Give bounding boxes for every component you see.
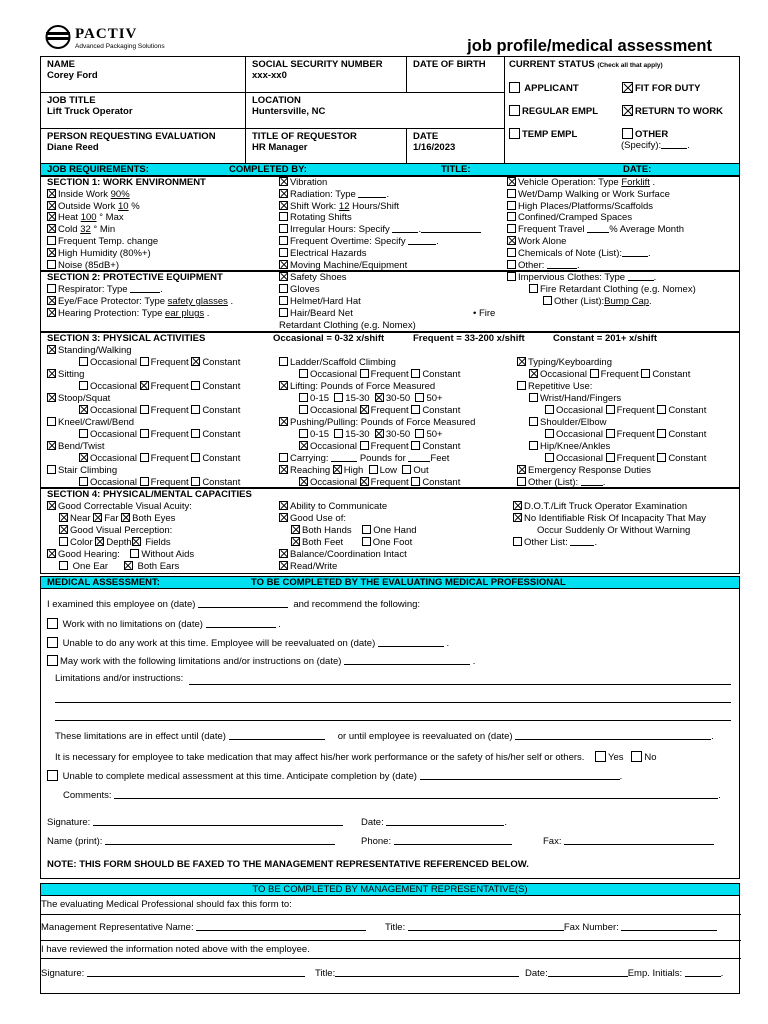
reevaluate-date-field[interactable] <box>378 638 444 647</box>
medication-no-checkbox[interactable] <box>631 751 642 762</box>
section-1-heading: SECTION 1: WORK ENVIRONMENT <box>47 177 206 188</box>
visual-perception-checkbox[interactable] <box>59 525 68 534</box>
sitting-frequent-checkbox[interactable] <box>140 381 149 390</box>
management-band: TO BE COMPLETED BY MANAGEMENT REPRESENTATIVE(S) <box>40 883 740 896</box>
current-status-cell: CURRENT STATUS (Check all that apply) APPLICANT FIT FOR DUTY REGULAR EMPL RETURN TO WORK TEMP EMPL OTHER (Specify): . <box>505 57 740 165</box>
medical-assessment-band: MEDICAL ASSESSMENT: TO BE COMPLETED BY THE EVALUATING MEDICAL PROFESSIONAL <box>40 576 740 589</box>
ssn-cell[interactable]: SOCIAL SECURITY NUMBER xxx-xx0 <box>246 57 407 93</box>
sitting-checkbox[interactable] <box>47 369 56 378</box>
standing-constant-checkbox[interactable] <box>191 357 200 366</box>
good-use-checkbox[interactable] <box>279 513 288 522</box>
frequent-overtime-checkbox[interactable] <box>279 236 288 245</box>
color-checkbox[interactable] <box>59 537 68 546</box>
wrist-hand-checkbox[interactable] <box>529 393 538 402</box>
other-capacity-checkbox[interactable] <box>513 537 522 546</box>
humidity-checkbox[interactable] <box>47 248 56 257</box>
comments-field[interactable] <box>114 790 718 799</box>
respirator-checkbox[interactable] <box>47 284 56 293</box>
form-header <box>40 24 740 58</box>
stair-occasional-checkbox[interactable] <box>79 477 88 486</box>
far-checkbox[interactable] <box>93 513 102 522</box>
hip-constant-checkbox[interactable] <box>657 453 666 462</box>
stoop-frequent-checkbox[interactable] <box>140 405 149 414</box>
logo-tagline: Advanced Packaging Solutions <box>75 43 165 50</box>
hip-knee-checkbox[interactable] <box>529 441 538 450</box>
dob-cell[interactable]: DATE OF BIRTH <box>407 57 505 93</box>
stoop-squat-checkbox[interactable] <box>47 393 56 402</box>
rotating-shifts-checkbox[interactable] <box>279 212 288 221</box>
radiation-checkbox[interactable] <box>279 189 288 198</box>
section-1-work-environment: SECTION 1: WORK ENVIRONMENT Inside Work 90% Outside Work 10 % Heat 100 ° Max Cold 32 ° Min Frequent Temp. change High Humidity (80%+) Noise (85dB+) Vibration Radiation: Type . Shift Work: 12 Hours/Shift Rotating Shifts Irregular Hours: Specify . Frequent Overtime: Specify . Electrical Hazards Moving Machine/Equipment Vehicle Operation: Type Forklift . Wet/Damp Walking or Work Surface High Places/Platforms/Scaffolds Confined/Cramped Spaces Frequent Travel % Average Month Work Alone Chemicals of Note (List): . Other: . <box>40 176 740 271</box>
job-title-value: Lift Truck Operator <box>47 106 133 117</box>
medical-fax-field[interactable] <box>564 836 714 845</box>
mgmt-divider-2 <box>41 940 741 941</box>
unable-complete-checkbox[interactable] <box>47 770 58 781</box>
near-checkbox[interactable] <box>59 513 68 522</box>
no-limit-date-field[interactable] <box>206 619 276 628</box>
pactiv-logo-icon <box>45 24 71 50</box>
dot-exam-checkbox[interactable] <box>513 501 522 510</box>
impervious-clothes-checkbox[interactable] <box>507 272 516 281</box>
applicant-checkbox[interactable] <box>509 82 520 93</box>
shoulder-elbow-checkbox[interactable] <box>529 417 538 426</box>
other-equipment-checkbox[interactable] <box>543 296 552 305</box>
both-eyes-checkbox[interactable] <box>121 513 130 522</box>
temp-empl-checkbox[interactable] <box>509 128 520 139</box>
section-3-heading: SECTION 3: PHYSICAL ACTIVITIES <box>47 333 206 344</box>
hearing-protection-checkbox[interactable] <box>47 308 56 317</box>
frequent-travel-checkbox[interactable] <box>507 224 516 233</box>
heat-checkbox[interactable] <box>47 212 56 221</box>
reaching-frequent-checkbox[interactable] <box>360 477 369 486</box>
location-value: Huntersville, NC <box>252 106 326 117</box>
read-write-checkbox[interactable] <box>279 561 288 570</box>
reaching-out-checkbox[interactable] <box>402 465 411 474</box>
pushing-occasional-checkbox[interactable] <box>299 441 308 450</box>
communicate-checkbox[interactable] <box>279 501 288 510</box>
pushing-15-30-checkbox[interactable] <box>334 429 343 438</box>
in-effect-date-field[interactable] <box>229 731 325 740</box>
both-ears-checkbox[interactable] <box>124 561 133 570</box>
mgmt-divider-3 <box>41 958 741 959</box>
completion-date-field[interactable] <box>420 771 620 780</box>
requester-title-value: HR Manager <box>252 142 308 153</box>
kneel-crawl-checkbox[interactable] <box>47 417 56 426</box>
typing-checkbox[interactable] <box>517 357 526 366</box>
helmet-checkbox[interactable] <box>279 296 288 305</box>
no-limitations-checkbox[interactable] <box>47 618 58 629</box>
both-feet-checkbox[interactable] <box>291 537 300 546</box>
stair-climbing-checkbox[interactable] <box>47 465 56 474</box>
moving-machine-checkbox[interactable] <box>279 260 288 269</box>
no-risk-checkbox[interactable] <box>513 513 522 522</box>
balance-checkbox[interactable] <box>279 549 288 558</box>
vibration-checkbox[interactable] <box>279 177 288 186</box>
bend-twist-checkbox[interactable] <box>47 441 56 450</box>
repetitive-use-checkbox[interactable] <box>517 381 526 390</box>
fire-retardant-bullet: • Fire <box>473 308 496 319</box>
lifting-occasional-checkbox[interactable] <box>299 405 308 414</box>
shoulder-frequent-checkbox[interactable] <box>606 429 615 438</box>
lifting-0-15-checkbox[interactable] <box>299 393 308 402</box>
irregular-hours-checkbox[interactable] <box>279 224 288 233</box>
lifting-frequent-checkbox[interactable] <box>360 405 369 414</box>
or-until-date-field[interactable] <box>515 731 711 740</box>
section-4-capacities: SECTION 4: PHYSICAL/MENTAL CAPACITIES Good Correctable Visual Acuity: Near Far Both Eyes Good Visual Perception: Color Depth Fields Good Hearing: Without Aids One Ear Both Ears Ability to Communicate Good Use of: Both Hands One Hand Both Feet One Foot Balance/Coordination Intact Read/Write D.O.T./Lift Truck Operator Examination No Identifiable Risk Of Incapacity That May Occur Suddenly Or Without Warning Other List: . <box>40 488 740 574</box>
electrical-hazards-checkbox[interactable] <box>279 248 288 257</box>
hair-net-checkbox[interactable] <box>279 308 288 317</box>
mgmt-date-field[interactable] <box>548 968 628 977</box>
depth-checkbox[interactable] <box>95 537 104 546</box>
document-title: job profile/medical assessment <box>467 37 712 55</box>
may-work-date-field[interactable] <box>344 656 470 665</box>
medication-yes-checkbox[interactable] <box>595 751 606 762</box>
limitations-line-1[interactable] <box>189 684 731 685</box>
typing-occasional-checkbox[interactable] <box>529 369 538 378</box>
pushing-frequent-checkbox[interactable] <box>360 441 369 450</box>
one-foot-checkbox[interactable] <box>362 537 371 546</box>
bend-occasional-checkbox[interactable] <box>79 453 88 462</box>
section-4-heading: SECTION 4: PHYSICAL/MENTAL CAPACITIES <box>47 489 252 500</box>
rep-title-field[interactable] <box>408 922 564 931</box>
both-hands-checkbox[interactable] <box>291 525 300 534</box>
reviewed-statement: I have reviewed the information noted above with the employee. <box>41 944 310 955</box>
constant-definition: Constant = 201+ x/shift <box>553 333 658 344</box>
medical-assessment-section: I examined this employee on (date) and recommend the following: Work with no limitations on (date) . Unable to do any work at this time. Employee will be reevaluated on (date) . May work with the following limitations and/or instructions on (date) . Limitations and/or instructions: These limitations are in effect until (date) or until employee is reevaluated on (date) . It is necessary for employee to take medication that may affect his/her work performance or the safety of his/her self or others. Yes No Unable to complete medical assessment at this time. Anticipate completion by (date) . Comments: . Signature: Date: . Name (print): Phone: Fax: NOTE: THIS FORM SHOULD BE FAXED TO THE MANAGEMENT REPRESENTATIVE REFERENCED BELOW. <box>40 589 740 879</box>
fire-retardant-checkbox[interactable] <box>529 284 538 293</box>
confined-spaces-checkbox[interactable] <box>507 212 516 221</box>
lifting-constant-checkbox[interactable] <box>411 405 420 414</box>
carrying-checkbox[interactable] <box>279 453 288 462</box>
work-alone-checkbox[interactable] <box>507 236 516 245</box>
mgmt-signature-field[interactable] <box>87 968 305 977</box>
rep-name-field[interactable] <box>196 922 366 931</box>
lifting-checkbox[interactable] <box>279 381 288 390</box>
reaching-checkbox[interactable] <box>279 465 288 474</box>
typing-constant-checkbox[interactable] <box>641 369 650 378</box>
stoop-constant-checkbox[interactable] <box>191 405 200 414</box>
medical-date-field[interactable] <box>386 817 504 826</box>
lifting-30-50-checkbox[interactable] <box>375 393 384 402</box>
fax-instructions: The evaluating Medical Professional should fax this form to: <box>41 899 292 910</box>
sitting-occasional-checkbox[interactable] <box>79 381 88 390</box>
stair-frequent-checkbox[interactable] <box>140 477 149 486</box>
reaching-low-checkbox[interactable] <box>369 465 378 474</box>
kneel-frequent-checkbox[interactable] <box>140 429 149 438</box>
examined-date-field[interactable] <box>198 599 288 608</box>
medical-signature-field[interactable] <box>93 817 343 826</box>
limitations-line-3[interactable] <box>55 720 731 721</box>
safety-shoes-checkbox[interactable] <box>279 272 288 281</box>
emp-initials-field[interactable] <box>685 968 721 977</box>
medical-phone-field[interactable] <box>394 836 512 845</box>
job-requirements-band: JOB REQUIREMENTS: COMPLETED BY: TITLE: DATE: <box>40 163 740 176</box>
logo-wordmark: PACTIV <box>75 26 138 42</box>
frequent-definition: Frequent = 33-200 x/shift <box>413 333 525 344</box>
requester-cell[interactable]: PERSON REQUESTING EVALUATION Diane Reed <box>41 129 246 165</box>
other-env-checkbox[interactable] <box>507 260 516 269</box>
standing-occasional-checkbox[interactable] <box>79 357 88 366</box>
high-places-checkbox[interactable] <box>507 201 516 210</box>
chemicals-checkbox[interactable] <box>507 248 516 257</box>
management-section: The evaluating Medical Professional should fax this form to: Management Representative Name: Title: Fax Number: I have reviewed the information noted above with the employee. Signature: Title: Date: Emp. Initials: . <box>40 896 740 994</box>
gloves-checkbox[interactable] <box>279 284 288 293</box>
pushing-30-50-checkbox[interactable] <box>375 429 384 438</box>
occasional-definition: Occasional = 0-32 x/shift <box>273 333 385 344</box>
limitations-line-2[interactable] <box>55 702 731 703</box>
one-hand-checkbox[interactable] <box>362 525 371 534</box>
good-hearing-checkbox[interactable] <box>47 549 56 558</box>
emergency-response-checkbox[interactable] <box>517 465 526 474</box>
employee-info-table <box>40 56 740 165</box>
fit-for-duty-checkbox[interactable] <box>622 82 633 93</box>
ssn-value: xxx-xx0 <box>252 70 287 81</box>
ladder-constant-checkbox[interactable] <box>411 369 420 378</box>
fields-checkbox[interactable] <box>132 537 141 546</box>
lifting-50plus-checkbox[interactable] <box>415 393 424 402</box>
return-to-work-checkbox[interactable] <box>622 105 633 116</box>
reaching-constant-checkbox[interactable] <box>411 477 420 486</box>
shift-work-checkbox[interactable] <box>279 201 288 210</box>
section-3-physical-activities: SECTION 3: PHYSICAL ACTIVITIES Occasional = 0-32 x/shift Frequent = 33-200 x/shift Constant = 201+ x/shift Standing/Walking Occasional Frequent Constant Sitting Occasional Frequent Constant Stoop/Squat Occasional Frequent Constant Kneel/Crawl/Bend Occasional Frequent Constant Bend/Twist Occasional Frequent Constant Stair Climbing Occasional Frequent Constant Ladder/Scaffold Climbing Occasional Frequent Constant Lifting: Pounds of Force Measured 0-15 15-30 30-50 50+ Occasional Frequent Constant Pushing/Pulling: Pounds of Force Measured 0-15 15-30 30-50 50+ Occasional Frequent Constant Carrying: Pounds for Feet Reaching High Low Out Occasional Frequent Constant Typing/Keyboarding Occasional Frequent Constant Repetitive Use: Wrist/Hand/Fingers Occasional Frequent Constant Shoulder/Elbow Occasional Frequent Constant Hip/Knee/Ankles Occasional Frequent Constant Emergency Response Duties Other (List): . <box>40 332 740 488</box>
fax-note: NOTE: THIS FORM SHOULD BE FAXED TO THE MANAGEMENT REPRESENTATIVE REFERENCED BELOW. <box>47 859 529 870</box>
kneel-occasional-checkbox[interactable] <box>79 429 88 438</box>
freq-temp-checkbox[interactable] <box>47 236 56 245</box>
wrist-frequent-checkbox[interactable] <box>606 405 615 414</box>
vehicle-operation-checkbox[interactable] <box>507 177 516 186</box>
pactiv-logo <box>45 24 185 56</box>
shoulder-occasional-checkbox[interactable] <box>545 429 554 438</box>
typing-frequent-checkbox[interactable] <box>590 369 599 378</box>
employee-name: Corey Ford <box>47 70 98 81</box>
outside-work-checkbox[interactable] <box>47 201 56 210</box>
ladder-climbing-checkbox[interactable] <box>279 357 288 366</box>
sitting-constant-checkbox[interactable] <box>191 381 200 390</box>
bend-frequent-checkbox[interactable] <box>140 453 149 462</box>
unable-work-checkbox[interactable] <box>47 637 58 648</box>
bend-constant-checkbox[interactable] <box>191 453 200 462</box>
hip-occasional-checkbox[interactable] <box>545 453 554 462</box>
mgmt-divider-1 <box>41 914 741 915</box>
pushing-0-15-checkbox[interactable] <box>299 429 308 438</box>
shoulder-constant-checkbox[interactable] <box>657 429 666 438</box>
pushing-50plus-checkbox[interactable] <box>415 429 424 438</box>
without-aids-checkbox[interactable] <box>130 549 139 558</box>
standing-frequent-checkbox[interactable] <box>140 357 149 366</box>
location-cell[interactable]: LOCATION Huntersville, NC <box>246 93 505 129</box>
pushing-pulling-checkbox[interactable] <box>279 417 288 426</box>
noise-checkbox[interactable] <box>47 260 56 269</box>
section-2-protective-equipment: SECTION 2: PROTECTIVE EQUIPMENT Respirator: Type . Eye/Face Protector: Type safety glasses . Hearing Protection: Type ear plugs . Safety Shoes Gloves Helmet/Hard Hat Hair/Beard Net • Fire Retardant Clothing (e.g. Nomex) Impervious Clothes: Type . Fire Retardant Clothing (e.g. Nomex) Other (List):Bump Cap. <box>40 271 740 332</box>
pushing-constant-checkbox[interactable] <box>411 441 420 450</box>
eye-protector-checkbox[interactable] <box>47 296 56 305</box>
request-date-value: 1/16/2023 <box>413 142 456 153</box>
other-status-checkbox[interactable] <box>622 128 633 139</box>
section-2-heading: SECTION 2: PROTECTIVE EQUIPMENT <box>47 272 223 283</box>
requester-title-cell[interactable]: TITLE OF REQUESTOR HR Manager <box>246 129 407 165</box>
kneel-constant-checkbox[interactable] <box>191 429 200 438</box>
inside-work-checkbox[interactable] <box>47 189 56 198</box>
wet-surface-checkbox[interactable] <box>507 189 516 198</box>
stoop-occasional-checkbox[interactable] <box>79 405 88 414</box>
other-activity-checkbox[interactable] <box>517 477 526 486</box>
stair-constant-checkbox[interactable] <box>191 477 200 486</box>
reaching-high-checkbox[interactable] <box>333 465 342 474</box>
one-ear-checkbox[interactable] <box>59 561 68 570</box>
mgmt-title-field[interactable] <box>335 968 519 977</box>
cold-checkbox[interactable] <box>47 224 56 233</box>
fire-retardant-continued: Retardant Clothing (e.g. Nomex) <box>279 320 416 331</box>
name-cell[interactable]: NAME Corey Ford <box>41 57 246 93</box>
limitations-label: Limitations and/or instructions: <box>55 673 184 684</box>
ladder-occasional-checkbox[interactable] <box>299 369 308 378</box>
reaching-occasional-checkbox[interactable] <box>299 477 308 486</box>
wrist-occasional-checkbox[interactable] <box>545 405 554 414</box>
request-date-cell[interactable]: DATE 1/16/2023 <box>407 129 505 165</box>
regular-empl-checkbox[interactable] <box>509 105 520 116</box>
lifting-15-30-checkbox[interactable] <box>334 393 343 402</box>
hip-frequent-checkbox[interactable] <box>606 453 615 462</box>
standing-walking-checkbox[interactable] <box>47 345 56 354</box>
rep-fax-field[interactable] <box>621 922 717 931</box>
ladder-frequent-checkbox[interactable] <box>360 369 369 378</box>
requester-value: Diane Reed <box>47 142 99 153</box>
no-risk-continued: Occur Suddenly Or Without Warning <box>537 525 691 536</box>
medical-name-field[interactable] <box>105 836 335 845</box>
may-work-checkbox[interactable] <box>47 655 58 666</box>
visual-acuity-checkbox[interactable] <box>47 501 56 510</box>
job-title-cell[interactable]: JOB TITLE Lift Truck Operator <box>41 93 246 129</box>
wrist-constant-checkbox[interactable] <box>657 405 666 414</box>
